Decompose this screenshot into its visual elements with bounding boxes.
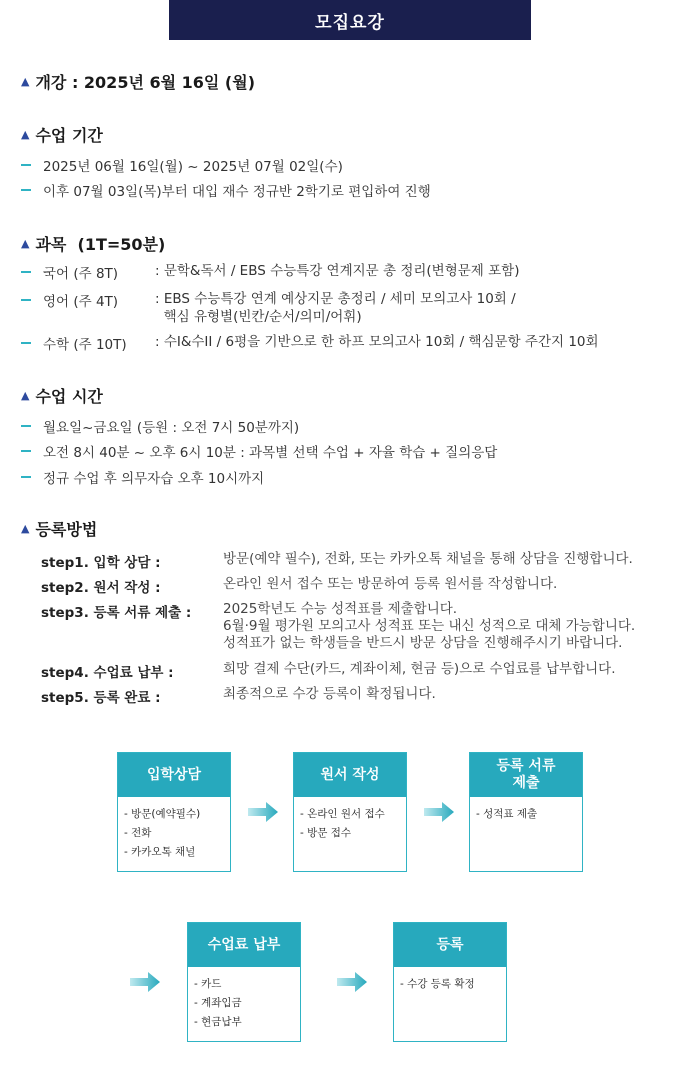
period-item <box>21 155 343 175</box>
step-label: step4. 수업료 납부 : <box>41 665 174 681</box>
arrow-right-icon <box>337 972 367 992</box>
flow-item: - 계좌입금 <box>194 997 242 1009</box>
flow-item: - 온라인 원서 접수 <box>300 808 385 820</box>
flow-title-text: 원서 작성 <box>320 766 380 783</box>
subjects-title-text: 과목 (1T=50분) <box>35 235 166 254</box>
opening-title-text: 개강 : 2025년 6월 16일 (월) <box>35 73 256 92</box>
flow-title-text: 등록 서류 <box>496 758 556 774</box>
step-desc: 방문(예약 필수), 전화, 또는 카카오톡 채널을 통해 상담을 진행합니다. <box>223 551 633 567</box>
arrow-right-icon <box>248 802 278 822</box>
subject-desc: 핵심 유형별(빈칸/순서/의미/어휘) <box>155 309 362 325</box>
flow-box-consult <box>117 752 231 872</box>
section-subjects-title <box>21 232 165 255</box>
dash-icon <box>21 450 31 452</box>
step-row <box>41 551 633 571</box>
section-hours-title <box>21 384 103 407</box>
subject-item-english <box>21 290 516 326</box>
flow-box-documents <box>469 752 583 872</box>
flow-box-title <box>394 923 506 967</box>
step-row <box>41 661 616 681</box>
flow-title-text: 제출 <box>512 775 540 791</box>
dash-icon <box>21 425 31 427</box>
flow-item: - 방문 접수 <box>300 827 352 839</box>
step-desc: 희망 결제 수단(카드, 계좌이체, 현금 등)으로 수업료를 납부합니다. <box>223 661 616 677</box>
arrow-right-icon <box>130 972 160 992</box>
hours-item-text: 정규 수업 후 의무자습 오후 10시까지 <box>43 471 265 487</box>
flow-item: - 방문(예약필수) <box>124 808 201 820</box>
subject-label: 수학 (주 10T) <box>43 337 127 353</box>
section-opening-title <box>21 70 255 93</box>
subject-item-korean <box>21 262 519 282</box>
section-period-title <box>21 123 103 146</box>
flow-title-text: 등록 <box>436 936 464 953</box>
flow-item: - 수강 등록 확정 <box>400 978 475 990</box>
step-label: step3. 등록 서류 제출 : <box>41 605 192 621</box>
flow-box-complete <box>393 922 507 1042</box>
flow-title-text: 입학상담 <box>146 766 202 783</box>
triangle-icon: ▲ <box>21 128 30 141</box>
step-desc: 성적표가 없는 학생들을 반드시 방문 상담을 진행해주시기 바랍니다. <box>223 635 623 651</box>
flow-box-application <box>293 752 407 872</box>
dash-icon <box>21 189 31 191</box>
dash-icon <box>21 164 31 166</box>
flow-item: - 카카오톡 채널 <box>124 846 196 858</box>
step-row <box>41 601 635 652</box>
hours-item-text: 월요일~금요일 (등원 : 오전 7시 50분까지) <box>43 420 300 436</box>
triangle-icon: ▲ <box>21 237 30 250</box>
flow-item: - 현금납부 <box>194 1016 242 1028</box>
dash-icon <box>21 342 31 344</box>
subject-label: 국어 (주 8T) <box>43 266 119 282</box>
flow-box-payment <box>187 922 301 1042</box>
flow-item: - 전화 <box>124 827 152 839</box>
subject-desc: : 문학&독서 / EBS 수능특강 연계지문 총 정리(변형문제 포함) <box>155 263 520 279</box>
triangle-icon: ▲ <box>21 389 30 402</box>
step-row <box>41 576 557 596</box>
flow-box-title <box>470 753 582 797</box>
triangle-icon: ▲ <box>21 75 30 88</box>
hours-item <box>21 441 497 461</box>
period-title-text: 수업 기간 <box>35 126 103 145</box>
hours-item <box>21 416 299 436</box>
section-registration-title <box>21 517 97 540</box>
hours-title-text: 수업 시간 <box>35 387 103 406</box>
step-label: step1. 입학 상담 : <box>41 555 161 571</box>
step-row <box>41 686 436 706</box>
dash-icon <box>21 476 31 478</box>
subject-label: 영어 (주 4T) <box>43 294 119 310</box>
subject-desc: : 수I&수II / 6평을 기반으로 한 하프 모의고사 10회 / 핵심문항 주간지 10회 <box>155 334 599 350</box>
hours-item <box>21 467 264 487</box>
flow-item: - 카드 <box>194 978 222 990</box>
period-item-text: 2025년 06월 16일(월) ~ 2025년 07월 02일(수) <box>43 159 343 175</box>
flow-title-text: 수업료 납부 <box>207 936 281 953</box>
dash-icon <box>21 271 31 273</box>
page-banner: 모집요강 <box>169 0 531 40</box>
step-desc: 6월·9월 평가원 모의고사 성적표 또는 내신 성적으로 대체 가능합니다. <box>223 618 636 634</box>
step-label: step5. 등록 완료 : <box>41 690 161 706</box>
flow-box-title <box>118 753 230 797</box>
period-item-text: 이후 07월 03일(목)부터 대입 재수 정규반 2학기로 편입하여 진행 <box>43 184 431 200</box>
registration-title-text: 등록방법 <box>35 520 98 539</box>
flow-item: - 성적표 제출 <box>476 808 538 820</box>
step-desc: 온라인 원서 접수 또는 방문하여 등록 원서를 작성합니다. <box>223 576 558 592</box>
period-item <box>21 180 431 200</box>
hours-item-text: 오전 8시 40분 ~ 오후 6시 10분 : 과목별 선택 수업 + 자율 학습 + 질의응답 <box>43 445 498 461</box>
flow-box-title <box>188 923 300 967</box>
subject-item-math <box>21 333 599 353</box>
step-desc: 2025학년도 수능 성적표를 제출합니다. <box>223 601 458 617</box>
dash-icon <box>21 299 31 301</box>
flow-box-title <box>294 753 406 797</box>
triangle-icon: ▲ <box>21 522 30 535</box>
subject-desc: : EBS 수능특강 연계 예상지문 총정리 / 세미 모의고사 10회 / <box>155 291 516 307</box>
step-desc: 최종적으로 수강 등록이 확정됩니다. <box>223 686 436 702</box>
arrow-right-icon <box>424 802 454 822</box>
step-label: step2. 원서 작성 : <box>41 580 161 596</box>
